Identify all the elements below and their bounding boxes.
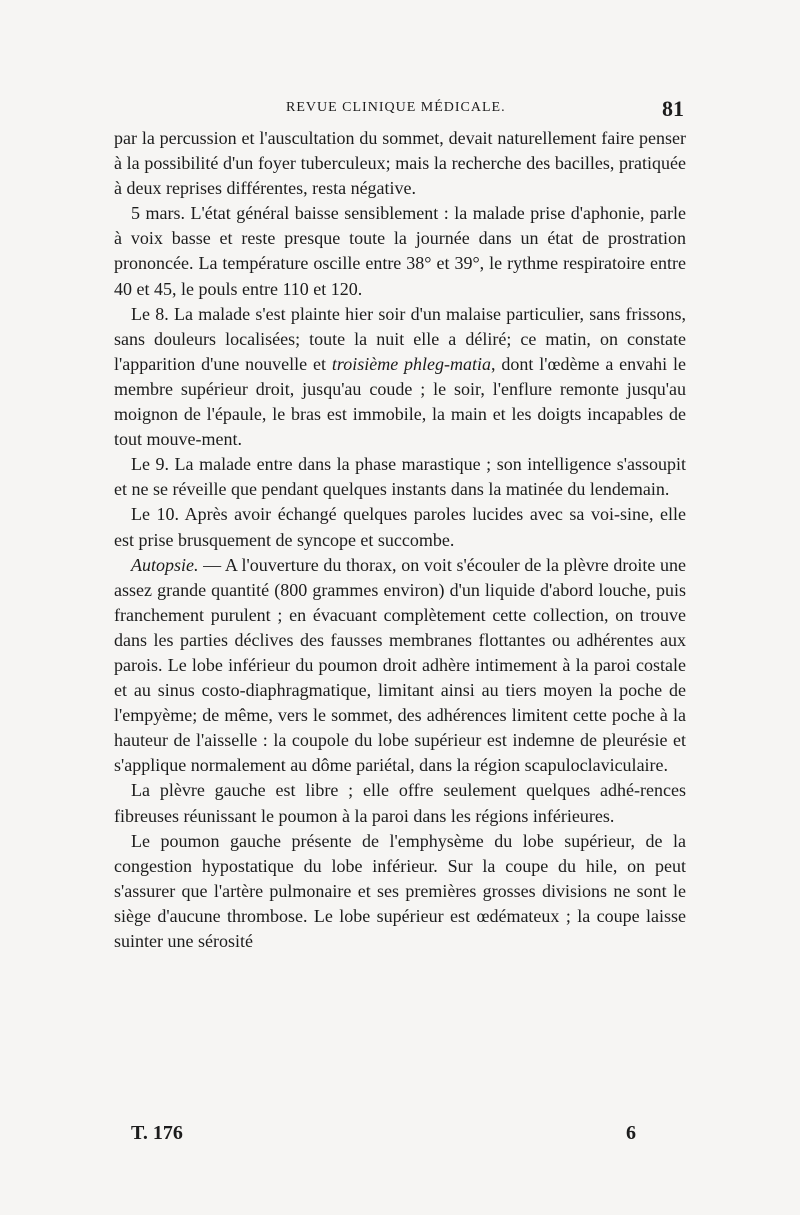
page-number: 81 [662, 96, 684, 121]
paragraph-text: Le 8. La malade s'est plainte hier soir d'un malaise particulier, sans frissons, sans douleurs localisées; toute la nuit elle a déliré; ce matin, on constate l'apparition d'une nouvelle et [114, 303, 686, 374]
paragraph: Le poumon gauche présente de l'emphysème du lobe supérieur, de la congestion hypostatique du lobe inférieur. Sur la coupe du hile, on peut s'assurer que l'artère pulmonaire et ses premières grosses divisions ne sont le siège d'aucune thrombose. Le lobe supérieur est œdémateux ; la coupe laisse suinter une sérosité [114, 830, 686, 951]
running-header [114, 96, 684, 126]
gathering-number: 6 [626, 1122, 636, 1144]
paragraph: Le 10. Après avoir échangé quelques paroles lucides avec sa voi-sine, elle est prise brusquement de syncope et succombe. [114, 504, 686, 550]
section-label: Autopsie. [131, 554, 199, 575]
paragraph: par la percussion et l'auscultation du sommet, devait naturellement faire penser à la possibilité d'un foyer tuberculeux; mais la recherche des bacilles, pratiquée à deux reprises différentes, resta négative. [114, 128, 686, 199]
italic-term: troisième phleg-matia [331, 353, 492, 374]
paragraph [114, 302, 686, 453]
running-title: REVUE CLINIQUE MÉDICALE. [286, 100, 506, 115]
volume-signature: T. 176 [131, 1122, 183, 1144]
paragraph [114, 553, 686, 779]
paragraph: La plèvre gauche est libre ; elle offre seulement quelques adhé-rences fibreuses réunissant le poumon à la paroi dans les régions inférieures. [114, 780, 686, 826]
paragraph-text: , dont l'œdème a envahi le membre supérieur droit, jusqu'au coude ; le soir, l'enflure remonte jusqu'au moignon de l'épaule, le bras est immobile, la main et les doigts incapables de tout mouve-ment. [114, 353, 686, 450]
paragraph-text: — A l'ouverture du thorax, on voit s'écouler de la plèvre droite une assez grande quantité (800 grammes environ) d'un liquide d'abord louche, puis franchement purulent ; en évacuant complètement cette collection, on trouve dans les parties déclives des fausses membranes flottantes ou adhérentes aux parois. Le lobe inférieur du poumon droit adhère intimement à la paroi costale et au sinus costo-diaphragmatique, limitant ainsi au tiers moyen la poche de l'empyème; de même, vers le sommet, des adhérences limitent cette poche à la hauteur de l'aisselle : la coupole du lobe supérieur est indemne de pleurésie et s'applique normalement au dôme pariétal, dans la région scapuloclaviculaire. [114, 554, 686, 776]
paragraph: Le 9. La malade entre dans la phase marastique ; son intelligence s'assoupit et ne se réveille que pendant quelques instants dans la matinée du lendemain. [114, 454, 686, 500]
printer-signature [114, 1122, 686, 1152]
paragraph: 5 mars. L'état général baisse sensiblement : la malade prise d'aphonie, parle à voix basse et reste presque toute la journée dans un état de prostration prononcée. La température oscille entre 38° et 39°, le rythme respiratoire entre 40 et 45, le pouls entre 110 et 120. [114, 203, 686, 299]
body-text [114, 126, 686, 954]
